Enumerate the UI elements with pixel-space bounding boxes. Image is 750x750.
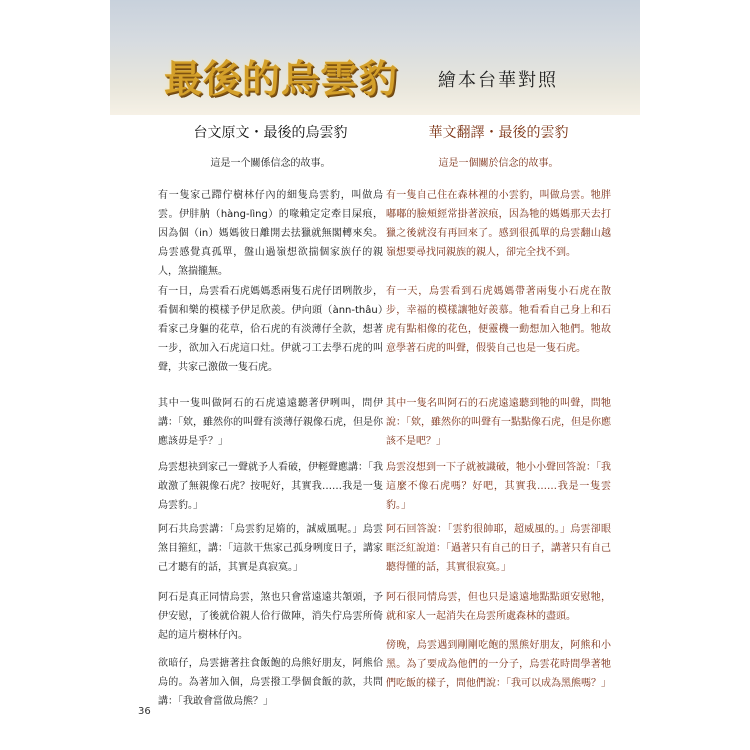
paragraph-taiwanese-2: 有一日，烏雲看石虎媽媽悉兩隻石虎仔囝咧散步，看個和樂的模樣予伊足欣羨。伊向頭（ànn-thâu）看家己身軀的花草，佮石虎的有淡薄仔全款，想著一步，欲加入石虎這口灶。伊就刁工去學石虎的叫聲，共家己激做一隻石虎。 — [158, 286, 383, 373]
paragraph-mandarin-6: 阿石很同情烏雲，但也只是遠遠地點點頭安慰牠，就和家人一起消失在烏雲所處森林的盡頭。 — [386, 592, 611, 622]
paragraph-mandarin-5: 阿石回答說：「雲豹很帥耶，超威風的。」烏雲卻眼眶泛紅說道：「過著只有自己的日子，講著只有自己聽得懂的話，其實很寂寞。」 — [386, 524, 611, 573]
paragraph-taiwanese-3: 其中一隻叫做阿石的石虎遠遠聽著伊咧叫，問伊講：「欸，雖然你的叫聲有淡薄仔親像石虎，但是你應該毋是乎？」 — [158, 398, 383, 447]
paragraph-mandarin-1: 有一隻自己住在森林裡的小雲豹，叫做烏雲。牠胖嘟嘟的臉頰經常掛著淚痕，因為牠的媽媽那天去打獵之後就沒有再回來了。感到很孤單的烏雲翻山越嶺想要尋找同親族的親人，卻完全找不到。 — [386, 190, 611, 258]
paragraph-taiwanese-6: 阿石是真正同情烏雲，煞也只會當遠遠共頷頭，予伊安慰，了後就佮親人佮行做陣，消失佇烏雲所倚起的這片樹林仔內。 — [158, 592, 383, 641]
paragraph-mandarin-2: 有一天，烏雲看到石虎媽媽帶著兩隻小石虎在散步，幸福的模樣讓牠好羨慕。牠看看自己身上和石虎有點相像的花色，便靈機一動想加入牠們。牠故意學著石虎的叫聲，假裝自己也是一隻石虎。 — [386, 286, 611, 354]
paragraph-taiwanese-5: 阿石共烏雲講：「烏雲豹足媠的，誠威風呢。」烏雲煞目箍紅，講：「這款干焦家己孤身咧度日子，講家己才聽有的話，其實是真寂寞。」 — [158, 524, 383, 573]
book-title: 最後的烏雲豹 — [164, 56, 399, 101]
paragraph-mandarin-7: 傍晚，烏雲遇到剛剛吃飽的黑熊好朋友，阿熊和小黑。為了要成為他們的一分子，烏雲花時間學著牠們吃飯的樣子，問他們說：「我可以成為黑熊嗎？」 — [386, 640, 611, 689]
paragraph-taiwanese-7: 欲暗仔，烏雲搪著拄食飯飽的烏熊好朋友，阿熊佮烏的。為著加入個，烏雲撥工學個食飯的款，共問講：「我敢會當做烏熊？」 — [158, 658, 383, 707]
column-title-taiwanese: 台文原文・最後的烏雲豹 — [193, 125, 348, 141]
intro-line-taiwanese: 這是一个關係信念的故事。 — [210, 158, 331, 169]
page-number: 36 — [138, 706, 151, 717]
bilingual-subtitle: 繪本台華對照 — [438, 70, 558, 91]
intro-line-mandarin: 這是一個關於信念的故事。 — [438, 158, 559, 169]
paragraph-mandarin-3: 其中一隻名叫阿石的石虎遠遠聽到牠的叫聲，問牠說：「欸，雖然你的叫聲有一點點像石虎，但是你應該不是吧？」 — [386, 398, 611, 447]
paragraph-mandarin-4: 烏雲沒想到一下子就被識破，牠小小聲回答說：「我這麼不像石虎嗎？好吧，其實我……我是一隻雲豹。」 — [386, 462, 611, 511]
paragraph-taiwanese-4: 烏雲想袂到家己一聲就予人看破，伊輕聲應講：「我敢激了無親像石虎？按呢好，其實我……我是一隻烏雲豹。」 — [158, 462, 383, 511]
paragraph-taiwanese-1: 有一隻家己蹛佇樹林仔內的細隻烏雲豹，叫做烏雲。伊肨肭（hàng-lìng）的喙賴定定牽目屎痕，因為個（in）媽媽彼日離開去抾獵就無閣轉來矣。烏雲感覺真孤單，盤山過嶺想欲揣個家族仔的親人，煞揣攏無。 — [158, 190, 383, 277]
column-title-mandarin: 華文翻譯・最後的雲豹 — [428, 125, 569, 141]
book-page — [110, 0, 640, 750]
